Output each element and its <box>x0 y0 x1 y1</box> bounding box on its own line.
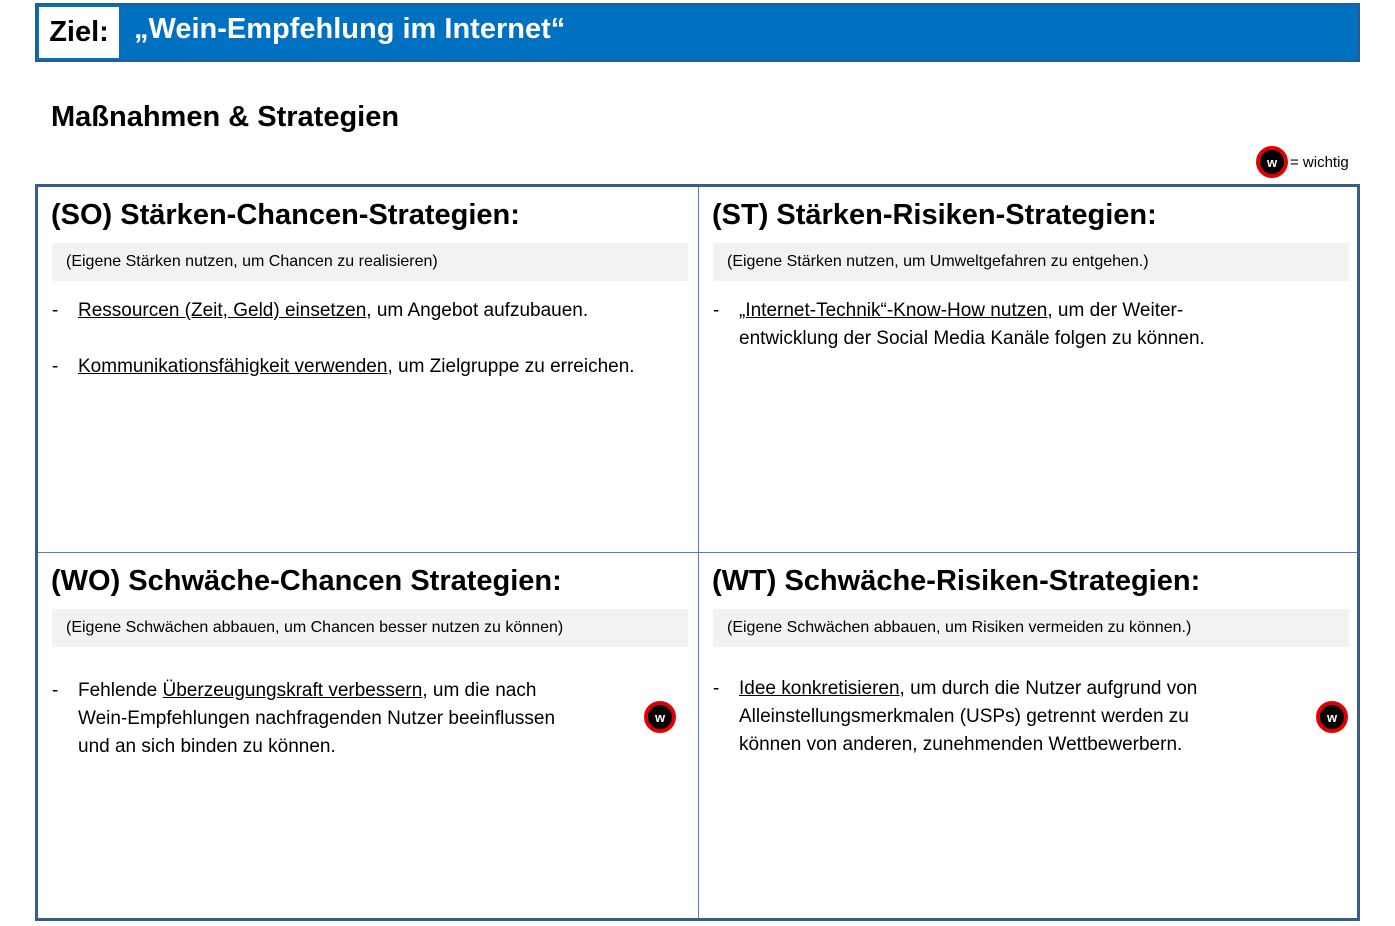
bullet-dash: - <box>52 300 59 321</box>
bullet-text: , um der Weiter- <box>1047 300 1184 321</box>
bullet-text: , um die nach <box>422 680 537 701</box>
bullet-text: , um Zielgruppe zu erreichen. <box>387 356 635 377</box>
quadrant-wo <box>38 553 698 918</box>
bullet-text: Wein-Empfehlungen nachfragenden Nutzer beeinflussen <box>78 708 556 729</box>
swot-strategy-grid <box>35 184 1360 921</box>
key-phrase: Ressourcen (Zeit, Geld) einsetzen <box>78 300 367 321</box>
bullet-text: Fehlende <box>78 680 163 701</box>
quadrant-st-subtitle: (Eigene Stärken nutzen, um Umweltgefahren zu entgehen.) <box>713 243 1349 281</box>
bullet-text: Alleinstellungsmerkmalen (USPs) getrennt werden zu <box>739 706 1189 727</box>
goal-header-bar <box>35 3 1360 62</box>
bullet-text: können von anderen, zunehmenden Wettbewerbern. <box>739 734 1183 755</box>
quadrant-wt <box>699 553 1359 918</box>
bullet-dash: - <box>713 300 720 321</box>
legend <box>1256 146 1349 178</box>
important-badge-icon: w <box>1256 146 1288 178</box>
important-badge-icon: w <box>644 701 676 733</box>
quadrant-st-title: (ST) Stärken-Risiken-Strategien: <box>712 199 1157 231</box>
quadrant-st <box>699 187 1359 552</box>
bullet-text: entwicklung der Social Media Kanäle folgen zu können. <box>739 328 1205 349</box>
quadrant-so <box>38 187 698 552</box>
important-badge-icon: w <box>1316 701 1348 733</box>
key-phrase: Überzeugungskraft verbessern <box>162 680 423 701</box>
bullet-dash: - <box>52 356 59 377</box>
key-phrase: „Internet-Technik“-Know-How nutzen <box>739 300 1048 321</box>
key-phrase: Kommunikationsfähigkeit verwenden <box>78 356 388 377</box>
bullet-text: und an sich binden zu können. <box>78 736 336 757</box>
goal-label: Ziel: <box>39 7 119 58</box>
bullet-dash: - <box>713 678 720 699</box>
bullet-dash: - <box>52 680 59 701</box>
quadrant-wt-subtitle: (Eigene Schwächen abbauen, um Risiken vermeiden zu können.) <box>713 609 1349 647</box>
key-phrase: Idee konkretisieren <box>739 678 900 699</box>
legend-text: = wichtig <box>1290 153 1349 171</box>
bullet-text: , um durch die Nutzer aufgrund von <box>899 678 1198 699</box>
bullet-text: , um Angebot aufzubauen. <box>366 300 589 321</box>
quadrant-wo-subtitle: (Eigene Schwächen abbauen, um Chancen besser nutzen zu können) <box>52 609 688 647</box>
section-heading: Maßnahmen & Strategien <box>51 101 400 133</box>
quadrant-so-subtitle: (Eigene Stärken nutzen, um Chancen zu realisieren) <box>52 243 688 281</box>
quadrant-wo-title: (WO) Schwäche-Chancen Strategien: <box>51 565 562 597</box>
quadrant-wt-title: (WT) Schwäche-Risiken-Strategien: <box>712 565 1201 597</box>
goal-title: „Wein-Empfehlung im Internet“ <box>134 13 566 45</box>
quadrant-so-title: (SO) Stärken-Chancen-Strategien: <box>51 199 520 231</box>
